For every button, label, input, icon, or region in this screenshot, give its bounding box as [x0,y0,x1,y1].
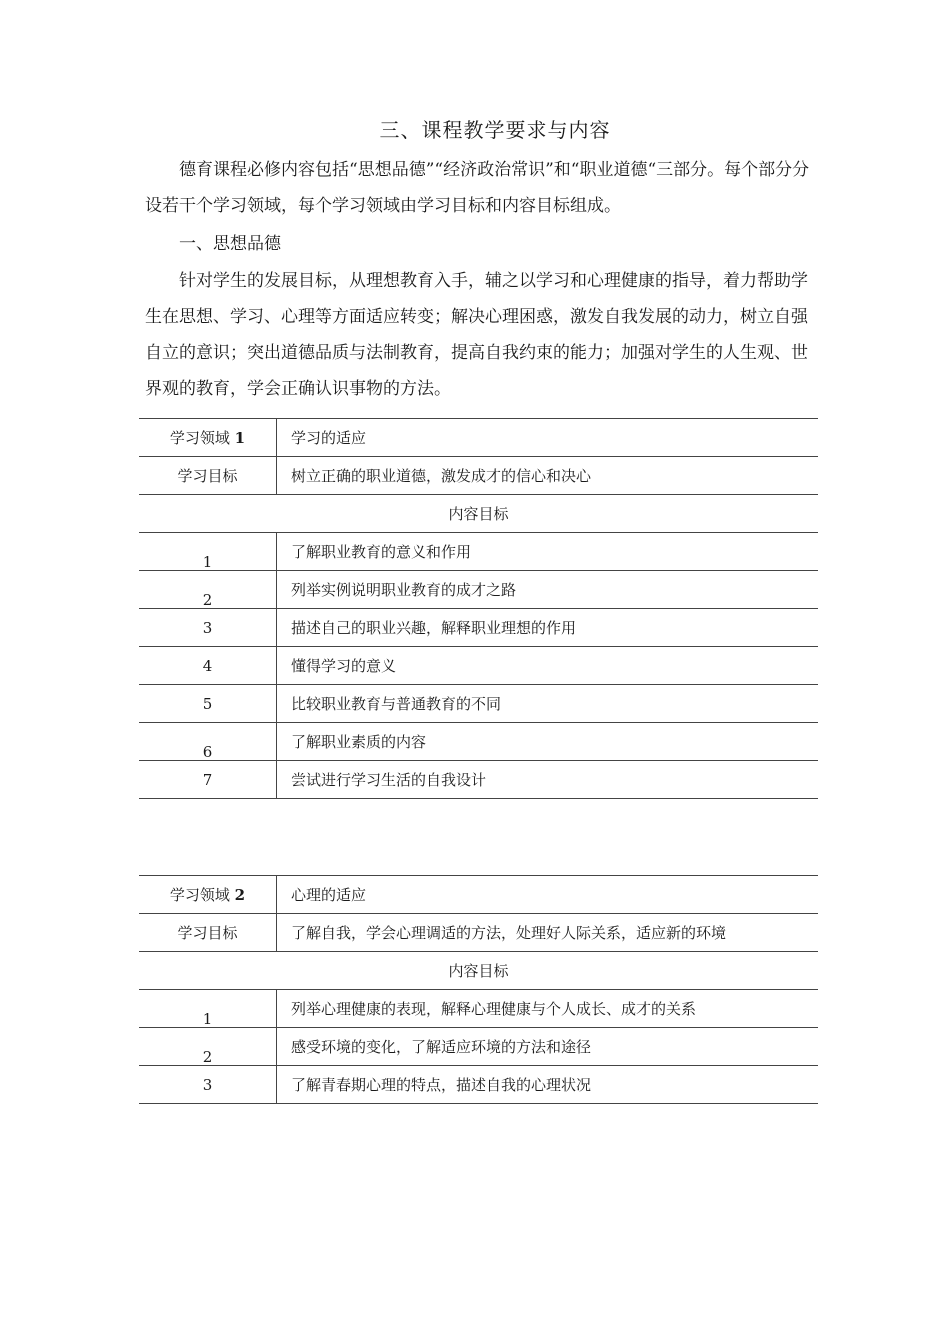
table-row [139,990,818,1028]
item-number: 7 [139,761,277,799]
item-number: 3 [139,609,277,647]
goal-label: 学习目标 [139,914,277,952]
item-text: 列举心理健康的表现，解释心理健康与个人成长、成才的关系 [277,990,819,1028]
content-header-row [139,952,818,990]
item-text: 感受环境的变化，了解适应环境的方法和途径 [277,1028,819,1066]
learning-area-table-1 [139,418,818,799]
goal-label: 学习目标 [139,457,277,495]
item-text: 比较职业教育与普通教育的不同 [277,685,819,723]
item-number: 1 [139,533,277,571]
item-text: 了解职业教育的意义和作用 [277,533,819,571]
item-text: 尝试进行学习生活的自我设计 [277,761,819,799]
area-name: 学习的适应 [277,419,819,457]
goal-text: 了解自我，学会心理调适的方法，处理好人际关系，适应新的环境 [277,914,819,952]
item-number: 3 [139,1066,277,1104]
area-row [139,419,818,457]
table-row [139,761,818,799]
section-heading: 一、思想品德 [179,234,281,254]
area-label-cell [139,419,277,457]
area-label-cell [139,876,277,914]
area-label: 学习领域 [169,429,230,447]
table-row [139,609,818,647]
goal-text: 树立正确的职业道德，激发成才的信心和决心 [277,457,819,495]
item-number: 1 [139,990,277,1028]
area-name: 心理的适应 [277,876,819,914]
table-row [139,647,818,685]
item-text: 了解青春期心理的特点，描述自我的心理状况 [277,1066,819,1104]
table-row [139,723,818,761]
item-number: 2 [139,1028,277,1066]
table-row [139,685,818,723]
goal-row [139,457,818,495]
item-number: 4 [139,647,277,685]
learning-area-table-2 [139,875,818,1104]
page-title: 三、课程教学要求与内容 [379,118,611,142]
item-number: 2 [139,571,277,609]
content-label: 内容目标 [139,495,818,533]
goal-row [139,914,818,952]
table-row [139,533,818,571]
table-row [139,571,818,609]
item-text: 描述自己的职业兴趣，解释职业理想的作用 [277,609,819,647]
intro-paragraph: 德育课程必修内容包括“思想品德”“经济政治常识”和“职业道德“三部分。每个部分分设若干个学习领域，每个学习领域由学习目标和内容目标组成。 [145,160,810,216]
area-number: 1 [234,429,246,447]
item-number: 6 [139,723,277,761]
item-text: 懂得学习的意义 [277,647,819,685]
item-text: 列举实例说明职业教育的成才之路 [277,571,819,609]
area-label: 学习领域 [169,886,230,904]
content-header-row [139,495,818,533]
item-number: 5 [139,685,277,723]
area-number: 2 [234,886,246,904]
area-row [139,876,818,914]
content-label: 内容目标 [139,952,818,990]
table-row [139,1028,818,1066]
table-row [139,1066,818,1104]
item-text: 了解职业素质的内容 [277,723,819,761]
section-paragraph: 针对学生的发展目标，从理想教育入手，辅之以学习和心理健康的指导，着力帮助学生在思想、学习、心理等方面适应转变；解决心理困惑，激发自我发展的动力，树立自强自立的意识；突出道德品质与法制教育，提高自我约束的能力；加强对学生的人生观、世界观的教育，学会正确认识事物的方法。 [145,271,808,399]
